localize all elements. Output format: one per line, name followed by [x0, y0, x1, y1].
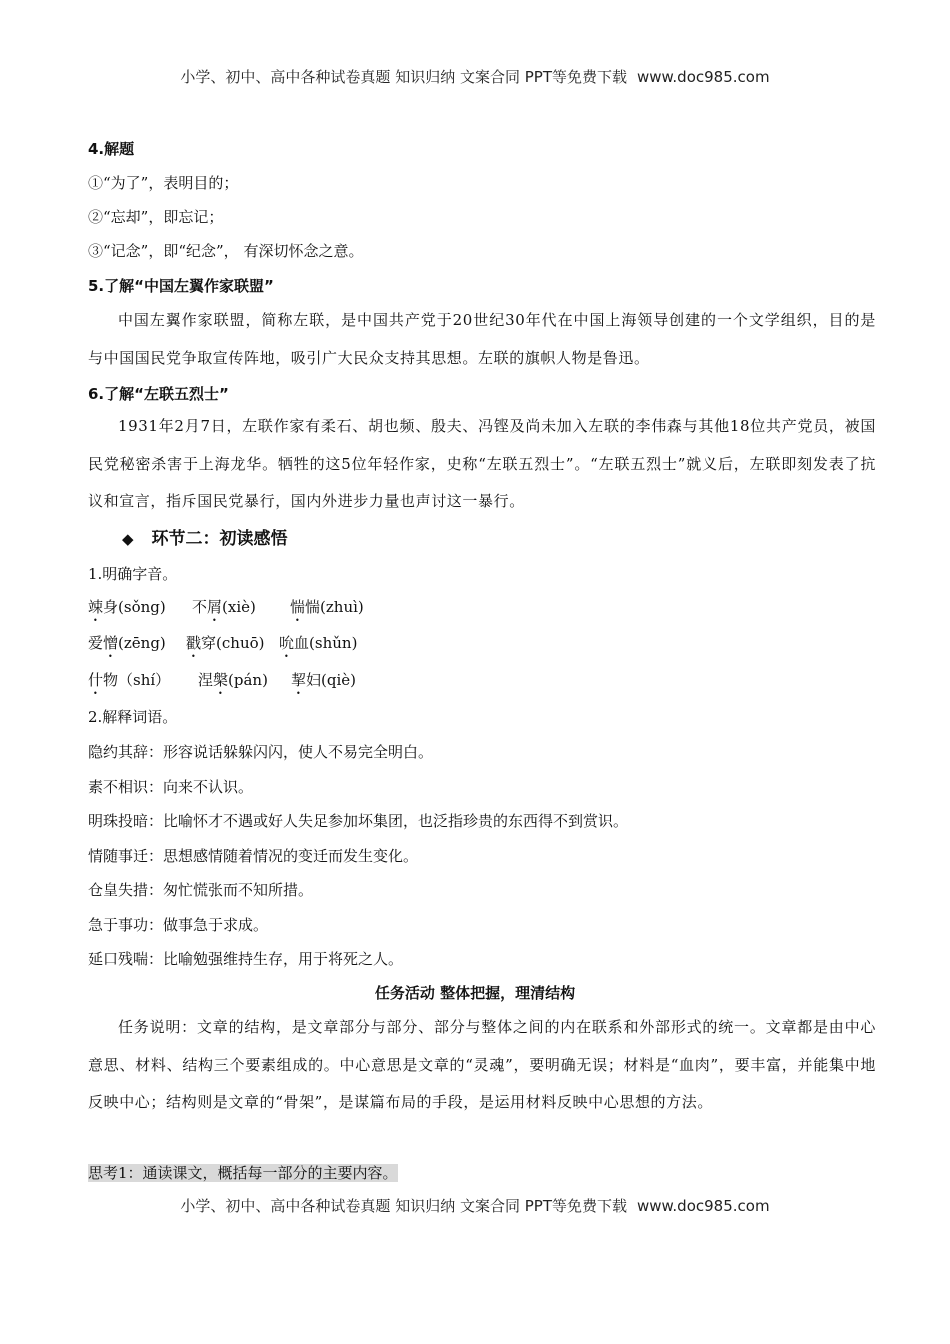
vocab-title: 2.解释词语。	[88, 708, 178, 726]
section-5-title: 5.了解“中国左翼作家联盟”	[88, 277, 274, 295]
pronunciation-title: 1.明确字音。	[88, 565, 178, 583]
pron-item: 吮血(shǔn)	[279, 634, 358, 652]
vocab-item: 情随事迁：思想感情随着情况的变迁而发生变化。	[88, 847, 419, 865]
s4-line-2: ②“忘却”，即忘记；	[88, 208, 224, 226]
footer-text: 小学、初中、高中各种试卷真题 知识归纳 文案合同 PPT等免费下载	[180, 1197, 627, 1215]
section-6-title: 6.了解“左联五烈士”	[88, 385, 229, 403]
section-2-heading	[122, 524, 288, 549]
pronunciation-row-2	[88, 632, 375, 661]
think-question-text: 思考1：通读课文，概括每一部分的主要内容。	[88, 1164, 398, 1182]
page-header-bottom	[0, 1195, 950, 1216]
pronunciation-row-1	[88, 596, 382, 625]
vocab-item: 仓皇失措：匆忙慌张而不知所措。	[88, 881, 314, 899]
pron-item: 惴惴(zhuì)	[290, 598, 364, 616]
page-header-top	[0, 66, 950, 87]
section-6-paragraph: 1931年2月7日，左联作家有柔石、胡也频、殷夫、冯铿及尚未加入左联的李伟森与其他18位共产党员，被国民党秘密杀害于上海龙华。牺牲的这5位年轻作家，史称“左联五烈士”。“左联五烈士”就义后，左联即刻发表了抗议和宣言，指斥国民党暴行，国内外进步力量也声讨这一暴行。	[88, 417, 876, 510]
task-title: 任务活动 整体把握，理清结构	[374, 984, 576, 1002]
diamond-icon: ◆	[122, 530, 134, 548]
pronunciation-row-3	[88, 669, 374, 698]
footer-url[interactable]: www.doc985.com	[636, 1197, 770, 1215]
pron-item: 挈妇(qiè)	[291, 671, 357, 689]
vocab-item: 明珠投暗：比喻怀才不遇或好人失足参加坏集团，也泛指珍贵的东西得不到赏识。	[88, 812, 629, 830]
vocab-item: 素不相识：向来不认识。	[88, 778, 254, 796]
think-question-1	[88, 1162, 398, 1184]
task-paragraph: 任务说明：文章的结构，是文章部分与部分、部分与整体之间的内在联系和外部形式的统一。文章都是由中心意思、材料、结构三个要素组成的。中心意思是文章的“灵魂”，要明确无误；材料是“血肉”，要丰富，并能集中地反映中心；结构则是文章的“骨架”，是谋篇布局的手段，是运用材料反映中心思想的方法。	[88, 1018, 876, 1111]
header-url[interactable]: www.doc985.com	[636, 68, 770, 86]
section-4-title: 4.解题	[88, 140, 135, 158]
section-2-title: 环节二：初读感悟	[151, 529, 288, 549]
pron-item: 戳穿(chuō)	[186, 634, 265, 652]
pron-item: 什物（shí）	[88, 671, 171, 689]
pron-item: 竦身(sǒng)	[88, 598, 166, 616]
vocab-item: 隐约其辞：形容说话躲躲闪闪，使人不易完全明白。	[88, 743, 434, 761]
section-5-paragraph: 中国左翼作家联盟，简称左联，是中国共产党于20世纪30年代在中国上海领导创建的一个文学组织，目的是与中国国民党争取宣传阵地，吸引广大民众支持其思想。左联的旗帜人物是鲁迅。	[88, 311, 876, 367]
s4-line-3: ③“记念”，即“纪念”， 有深切怀念之意。	[88, 242, 364, 260]
vocab-item: 急于事功：做事急于求成。	[88, 916, 269, 934]
pron-item: 不屑(xiè)	[192, 598, 256, 616]
pron-item: 涅槃(pán)	[198, 671, 268, 689]
s4-line-1: ①“为了”，表明目的；	[88, 174, 239, 192]
vocab-item: 延口残喘：比喻勉强维持生存，用于将死之人。	[88, 950, 404, 968]
pron-item: 爱憎(zēng)	[88, 634, 166, 652]
header-text: 小学、初中、高中各种试卷真题 知识归纳 文案合同 PPT等免费下载	[180, 68, 627, 86]
